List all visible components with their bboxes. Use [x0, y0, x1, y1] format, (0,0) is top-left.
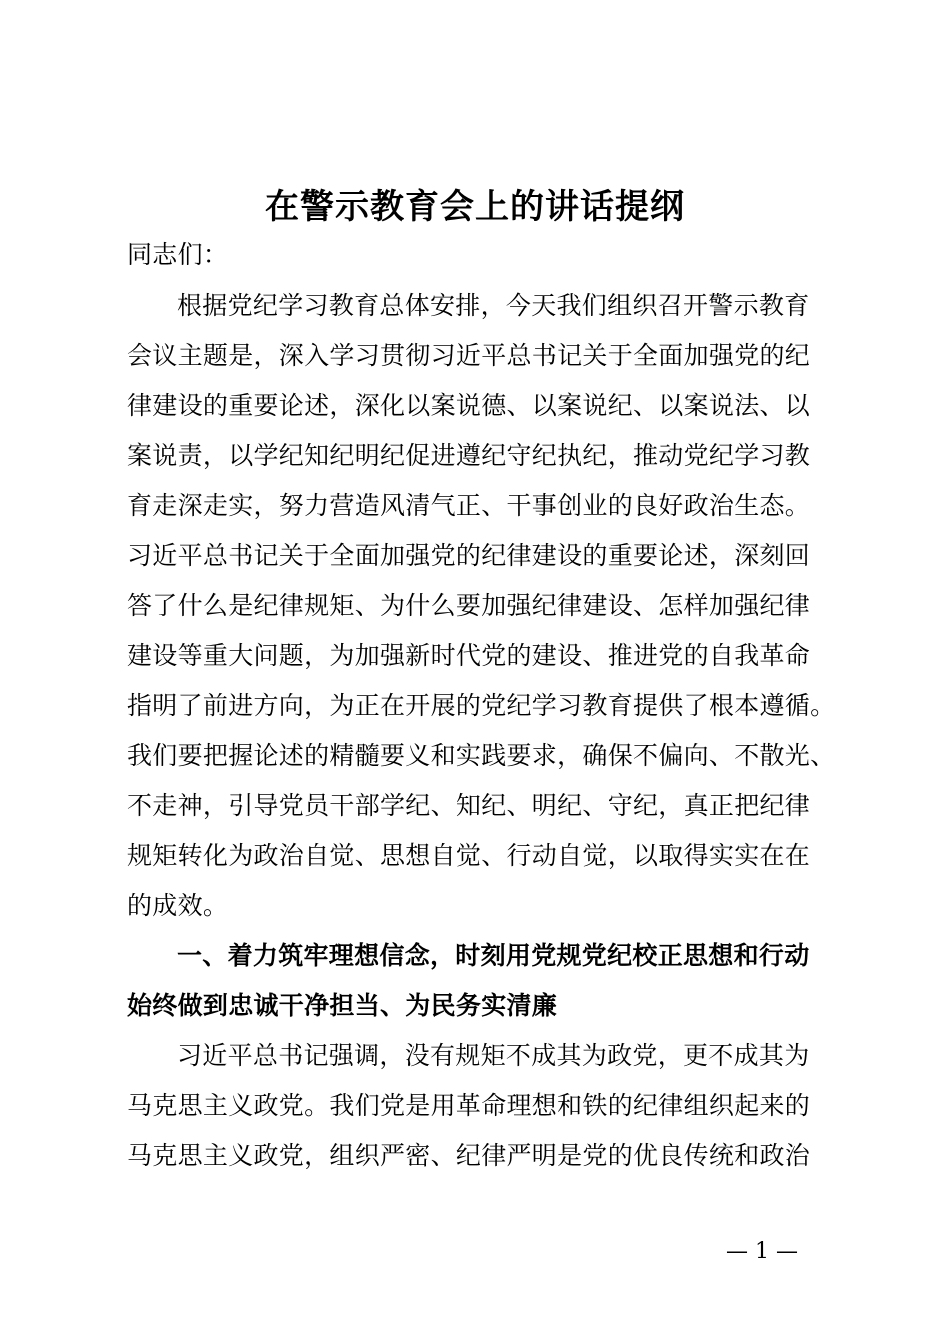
section-heading-line: 始终做到忠诚干净担当、为民务实清廉 — [127, 991, 558, 1020]
paragraph-line: 不走神，引导党员干部学纪、知纪、明纪、守纪，真正把纪律 — [127, 791, 811, 820]
paragraph-line: 习近平总书记关于全面加强党的纪律建设的重要论述，深刻回 — [127, 541, 811, 570]
page-number: — 1 — — [726, 1239, 798, 1264]
paragraph-line: 根据党纪学习教育总体安排，今天我们组织召开警示教育 — [177, 291, 810, 320]
paragraph-line: 律建设的重要论述，深化以案说德、以案说纪、以案说法、以 — [127, 391, 811, 420]
paragraph-line: 会议主题是，深入学习贯彻习近平总书记关于全面加强党的纪 — [127, 341, 811, 370]
document-title: 在警示教育会上的讲话提纲 — [265, 187, 685, 227]
paragraph-line: 我们要把握论述的精髓要义和实践要求，确保不偏向、不散光、 — [127, 741, 836, 770]
paragraph-line: 建设等重大问题，为加强新时代党的建设、推进党的自我革命 — [127, 641, 811, 670]
paragraph-line: 规矩转化为政治自觉、思想自觉、行动自觉，以取得实实在在 — [127, 841, 811, 870]
paragraph-line: 习近平总书记强调，没有规矩不成其为政党，更不成其为 — [177, 1041, 810, 1070]
paragraph-line: 案说责，以学纪知纪明纪促进遵纪守纪执纪，推动党纪学习教 — [127, 441, 811, 470]
paragraph-line: 马克思主义政党。我们党是用革命理想和铁的纪律组织起来的 — [127, 1091, 811, 1120]
paragraph-line: 的成效。 — [127, 891, 229, 920]
paragraph-line: 答了什么是纪律规矩、为什么要加强纪律建设、怎样加强纪律 — [127, 591, 811, 620]
section-heading-line: 一、着力筑牢理想信念，时刻用党规党纪校正思想和行动 — [177, 941, 810, 970]
paragraph-line: 马克思主义政党，组织严密、纪律严明是党的优良传统和政治 — [127, 1141, 811, 1170]
paragraph-line: 指明了前进方向，为正在开展的党纪学习教育提供了根本遵循。 — [127, 691, 836, 720]
paragraph-line: 育走深走实，努力营造风清气正、干事创业的良好政治生态。 — [127, 491, 811, 520]
salutation: 同志们： — [127, 240, 229, 269]
